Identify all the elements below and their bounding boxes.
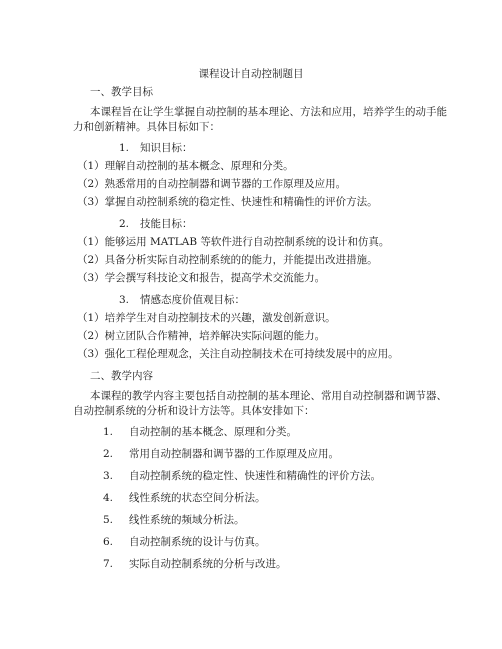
subsection-number: 2. <box>119 218 130 230</box>
subsection-title: 知识目标： <box>140 142 193 154</box>
list-number: 4. <box>103 492 114 504</box>
numbered-list-item <box>103 558 287 571</box>
numbered-list-item <box>103 470 381 483</box>
numbered-list-item <box>103 448 339 461</box>
list-number: 5. <box>103 514 114 526</box>
list-item: （1）理解自动控制的基本概念、原理和分类。 <box>77 160 294 172</box>
section-heading-teaching-content: 二、教学内容 <box>90 370 153 382</box>
section-heading-teaching-goals: 一、教学目标 <box>90 86 153 98</box>
list-text: 自动控制系统的设计与仿真。 <box>129 536 266 548</box>
section2-intro-line2: 自动控制系统的分析和设计方法等。具体安排如下： <box>73 405 315 417</box>
list-text: 自动控制的基本概念、原理和分类。 <box>129 426 297 438</box>
list-number: 1. <box>103 426 114 438</box>
section1-intro-line1: 本课程旨在让学生掌握自动控制的基本理论、方法和应用，培养学生的动手能 <box>90 106 447 118</box>
list-text: 线性系统的频域分析法。 <box>129 514 245 526</box>
list-item: （2）树立团队合作精神，培养解决实际问题的能力。 <box>77 330 326 342</box>
list-text: 常用自动控制器和调节器的工作原理及应用。 <box>129 448 339 460</box>
subsection-knowledge-goals <box>119 142 193 155</box>
list-text: 自动控制系统的稳定性、快速性和精确性的评价方法。 <box>129 470 381 482</box>
numbered-list-item <box>103 514 245 527</box>
list-item: （1）能够运用 MATLAB 等软件进行自动控制系统的设计和仿真。 <box>77 236 390 248</box>
subsection-skill-goals <box>119 218 193 231</box>
list-number: 3. <box>103 470 114 482</box>
list-item: （3）学会撰写科技论文和报告，提高学术交流能力。 <box>77 272 326 284</box>
list-number: 2. <box>103 448 114 460</box>
list-item: （3）强化工程伦理观念，关注自动控制技术在可持续发展中的应用。 <box>77 348 399 360</box>
list-number: 7. <box>103 558 114 570</box>
document-title: 课程设计自动控制题目 <box>198 68 304 80</box>
list-item: （2）熟悉常用的自动控制器和调节器的工作原理及应用。 <box>77 178 347 190</box>
subsection-attitude-goals <box>119 294 245 307</box>
list-text: 线性系统的状态空间分析法。 <box>129 492 266 504</box>
list-item: （2）具备分析实际自动控制系统的的能力，并能提出改进措施。 <box>77 254 378 266</box>
section2-intro-line1: 本课程的教学内容主要包括自动控制的基本理论、常用自动控制器和调节器、 <box>90 390 447 402</box>
numbered-list-item <box>103 536 266 549</box>
list-item: （3）掌握自动控制系统的稳定性、快速性和精确性的评价方法。 <box>77 196 378 208</box>
list-text: 实际自动控制系统的分析与改进。 <box>129 558 287 570</box>
numbered-list-item <box>103 426 297 439</box>
subsection-title: 情感态度价值观目标： <box>140 294 245 306</box>
numbered-list-item <box>103 492 266 505</box>
subsection-number: 1. <box>119 142 130 154</box>
subsection-title: 技能目标： <box>140 218 193 230</box>
list-item: （1）培养学生对自动控制技术的兴趣，激发创新意识。 <box>77 312 336 324</box>
section1-intro-line2: 力和创新精神。具体目标如下： <box>73 121 220 133</box>
subsection-number: 3. <box>119 294 130 306</box>
list-number: 6. <box>103 536 114 548</box>
